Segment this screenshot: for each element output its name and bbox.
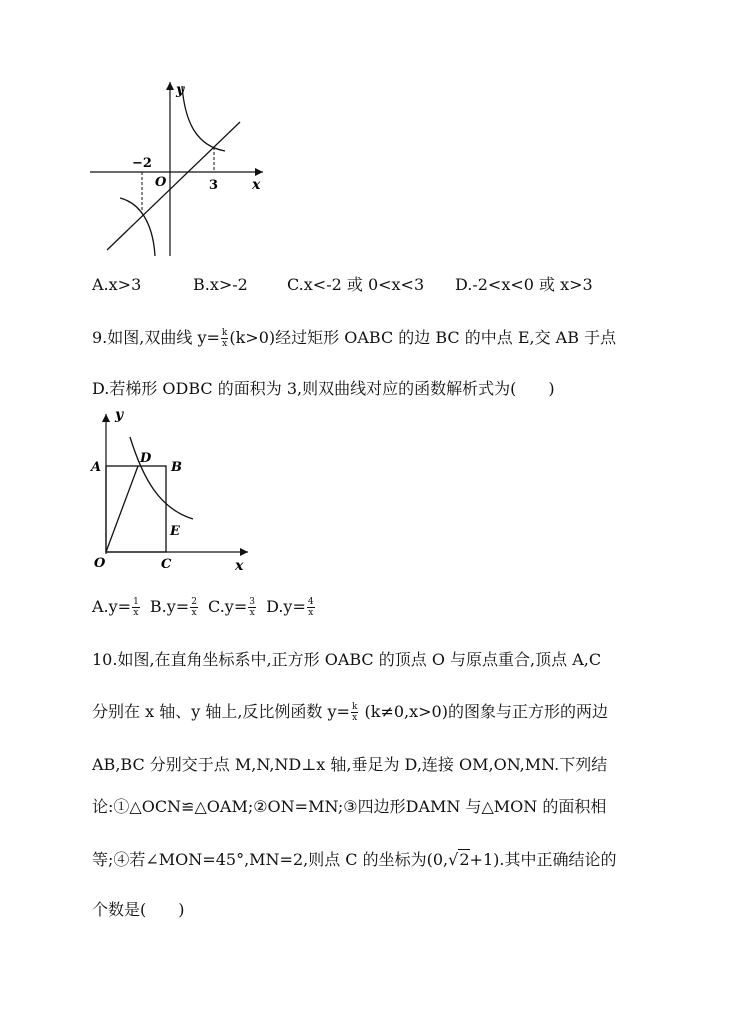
- q9-option-d: [266, 597, 316, 618]
- q9-option-c-den: x: [249, 608, 255, 618]
- q9-line-1: [92, 328, 616, 349]
- q10-line2-post: (k≠0,x>0)的图象与正方形的两边: [359, 702, 608, 721]
- q8-option-a: A.x>3: [92, 275, 142, 294]
- q9-option-a-den: x: [133, 608, 139, 618]
- q10-line-2: [92, 702, 608, 723]
- q9-fraction: [221, 328, 228, 349]
- q10-line-6: 个数是( ): [92, 900, 185, 919]
- figure-rectangle-hyperbola: [88, 404, 258, 574]
- fig2-label-d: D: [140, 451, 152, 466]
- fig1-origin-label: O: [155, 175, 167, 190]
- q10-line2-pre: 分别在 x 轴、y 轴上,反比例函数 y=: [92, 702, 350, 721]
- q9-prefix: 9.如图,双曲线 y=: [92, 328, 220, 347]
- q9-option-b: [150, 597, 199, 618]
- q9-option-a: [92, 597, 141, 618]
- figure-hyperbola-line: [85, 78, 275, 263]
- fig2-label-b: B: [171, 460, 182, 475]
- fig1-tick-3: 3: [209, 178, 219, 193]
- q10-frac-num: k: [351, 702, 358, 712]
- fig2-label-e: E: [170, 524, 180, 539]
- q10-line-1: 10.如图,在直角坐标系中,正方形 OABC 的顶点 O 与原点重合,顶点 A,C: [92, 650, 602, 669]
- q9-option-c-label: C.y=: [208, 597, 248, 616]
- q8-option-b: B.x>-2: [193, 275, 248, 294]
- q9-option-d-label: D.y=: [266, 597, 306, 616]
- q9-option-c: [208, 597, 257, 618]
- q9-option-c-num: 3: [249, 597, 255, 607]
- fig1-tick-neg2: −2: [132, 156, 152, 171]
- fig2-label-o: O: [94, 556, 106, 571]
- q9-option-a-label: A.y=: [92, 597, 132, 616]
- q10-line-5: 等;④若∠MON=45°,MN=2,则点 C 的坐标为(0,√2+1).其中正确结论的: [92, 850, 617, 869]
- fig2-label-c: C: [161, 557, 172, 572]
- q10-frac-den: x: [352, 713, 358, 723]
- q9-options: [92, 597, 320, 618]
- q9-option-d-num: 4: [307, 597, 314, 607]
- q10-line5-pre: 等;④若∠MON=45°,MN=2,则点 C 的坐标为(0,: [92, 850, 449, 869]
- q10-line-4: 论:①△OCN≌△OAM;②ON=MN;③四边形DAMN 与△MON 的面积相: [92, 797, 607, 816]
- q9-option-b-num: 2: [191, 597, 197, 607]
- q9-suffix: (k>0)经过矩形 OABC 的边 BC 的中点 E,交 AB 于点: [229, 328, 617, 347]
- q9-frac-num: k: [221, 328, 228, 338]
- fig2-x-label: x: [235, 558, 244, 574]
- q10-line-3: AB,BC 分别交于点 M,N,ND⊥x 轴,垂足为 D,连接 OM,ON,MN.下列结: [92, 755, 608, 774]
- fig1-y-label: y: [176, 82, 185, 98]
- fig2-label-a: A: [91, 460, 102, 475]
- q8-option-d: D.-2<x<0 或 x>3: [455, 275, 593, 294]
- q9-option-d-den: x: [308, 608, 314, 618]
- q9-option-b-den: x: [191, 608, 197, 618]
- fig1-x-label: x: [252, 177, 261, 193]
- q9-frac-den: x: [222, 339, 228, 349]
- q9-option-a-num: 1: [133, 597, 139, 607]
- q8-option-c: C.x<-2 或 0<x<3: [287, 275, 425, 294]
- q9-option-b-label: B.y=: [149, 597, 190, 616]
- fig2-y-label: y: [115, 407, 124, 423]
- q9-line-2: D.若梯形 ODBC 的面积为 3,则双曲线对应的函数解析式为( ): [92, 379, 555, 398]
- q10-fraction: [351, 702, 358, 723]
- q10-line5-post: +1).其中正确结论的: [469, 850, 617, 869]
- q10-sqrt-arg: 2: [459, 850, 470, 869]
